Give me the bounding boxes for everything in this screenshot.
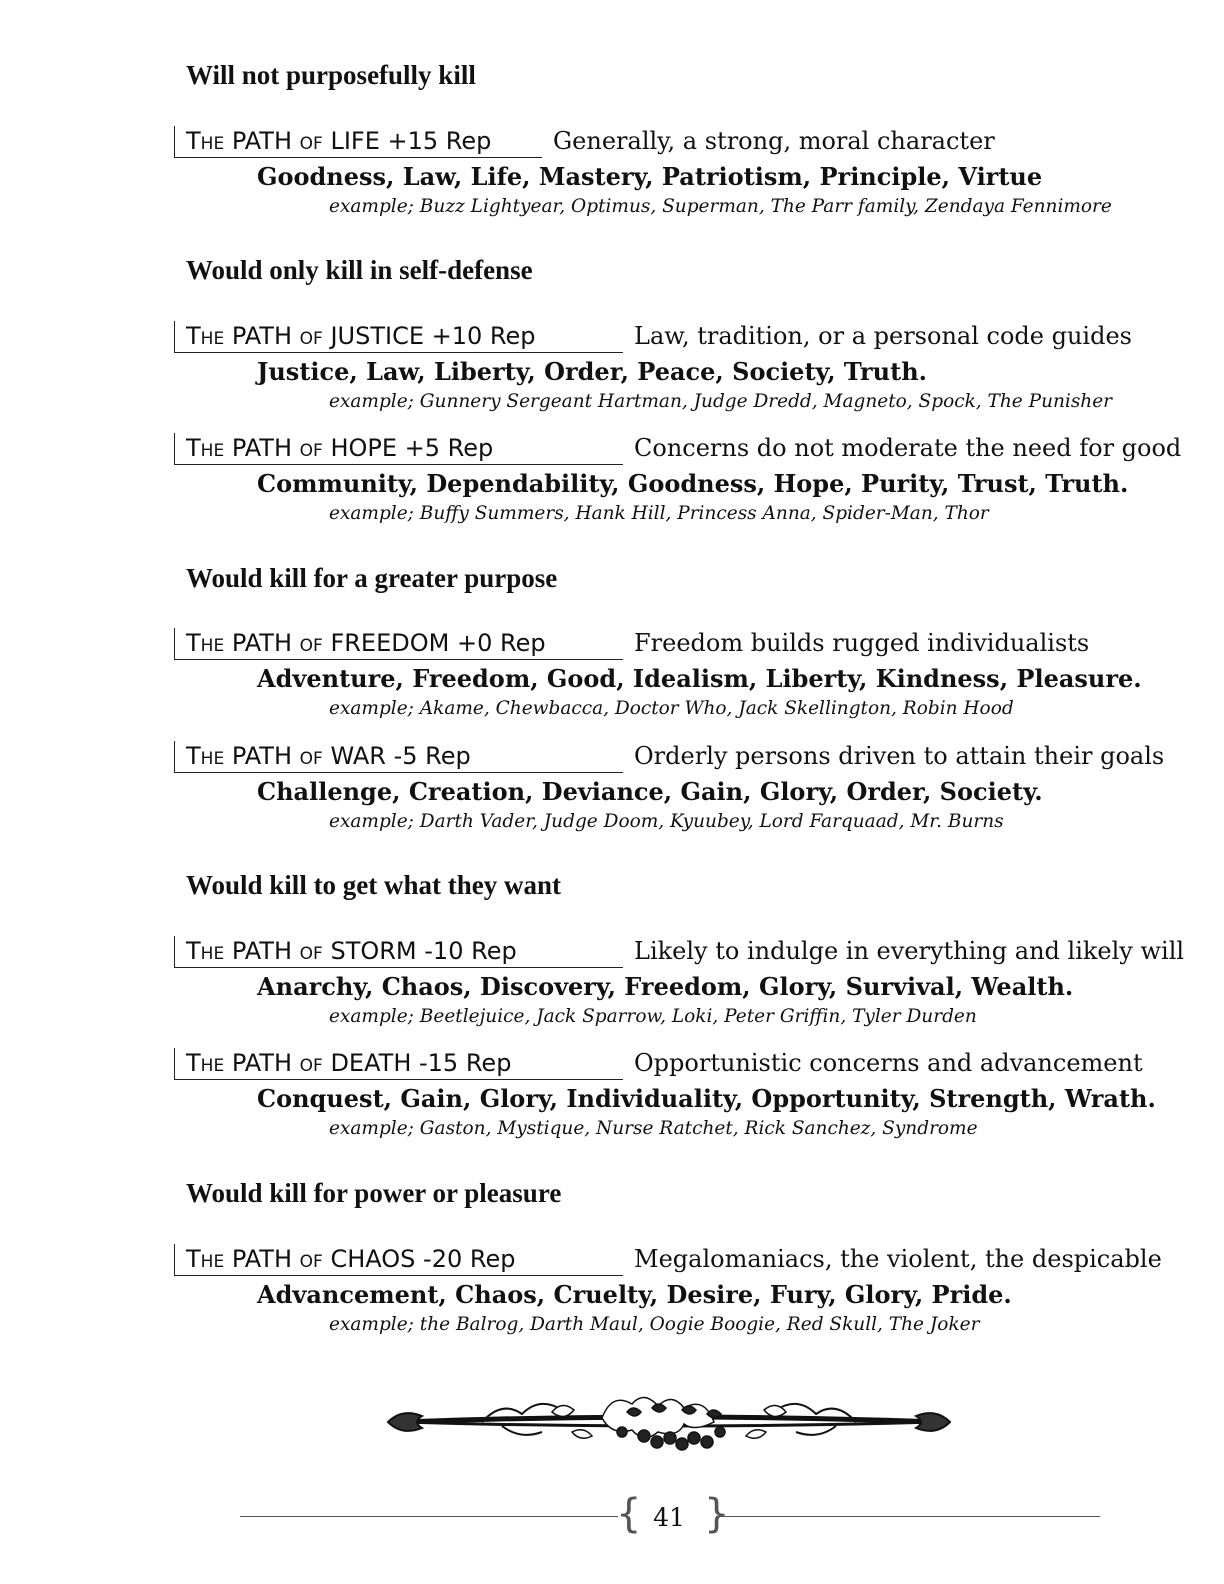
- path-freedom-virtues: Adventure, Freedom, Good, Idealism, Liberty, Kindness, Pleasure.: [257, 664, 1142, 693]
- path-rep: -5 Rep: [393, 742, 471, 770]
- path-storm-description: Likely to indulge in everything and likely will: [634, 937, 1185, 965]
- path-death-description: Opportunistic concerns and advancement: [634, 1049, 1143, 1077]
- section-heading-no-kill: Will not purposefully kill: [186, 60, 476, 90]
- path-rep: -20 Rep: [423, 1245, 516, 1273]
- vine-ornament-icon: [382, 1382, 956, 1462]
- path-prefix: The PATH of: [186, 1049, 323, 1077]
- footer-rule-left: [240, 1516, 618, 1517]
- path-war-virtues: Challenge, Creation, Deviance, Gain, Glory, Order, Society.: [257, 777, 1043, 806]
- path-name: FREEDOM: [330, 629, 450, 657]
- section-heading-greater-purpose: Would kill for a greater purpose: [186, 563, 558, 593]
- path-freedom-description: Freedom builds rugged individualists: [634, 629, 1090, 657]
- path-hope-description: Concerns do not moderate the need for good: [634, 434, 1182, 462]
- path-chaos-description: Megalomaniacs, the violent, the despicable: [634, 1245, 1162, 1273]
- path-name: WAR: [330, 742, 386, 770]
- path-chaos-title: [186, 1245, 515, 1273]
- path-name: CHAOS: [330, 1245, 416, 1273]
- path-rep: -10 Rep: [424, 937, 517, 965]
- section-heading-self-defense: Would only kill in self-defense: [186, 255, 533, 285]
- path-justice-description: Law, tradition, or a personal code guides: [634, 322, 1132, 350]
- path-rep: +15 Rep: [387, 127, 492, 155]
- path-prefix: The PATH of: [186, 742, 323, 770]
- path-rep: +0 Rep: [456, 629, 546, 657]
- path-death-virtues: Conquest, Gain, Glory, Individuality, Opportunity, Strength, Wrath.: [257, 1084, 1156, 1113]
- path-life-examples: example; Buzz Lightyear, Optimus, Superman, The Parr family, Zendaya Fennimore: [329, 196, 1112, 217]
- path-hope-title: [186, 434, 493, 462]
- page-number: 41: [653, 1503, 685, 1532]
- path-freedom-title: [186, 629, 546, 657]
- path-death-title: [186, 1049, 511, 1077]
- path-prefix: The PATH of: [186, 937, 323, 965]
- path-name: JUSTICE: [330, 322, 424, 350]
- path-rep: +5 Rep: [404, 434, 494, 462]
- path-death-examples: example; Gaston, Mystique, Nurse Ratchet, Rick Sanchez, Syndrome: [329, 1118, 978, 1139]
- section-heading-get-what-they-want: Would kill to get what they want: [186, 870, 562, 900]
- path-life-title: [186, 127, 491, 155]
- path-war-title: [186, 742, 471, 770]
- path-storm-title: [186, 937, 517, 965]
- path-war-examples: example; Darth Vader, Judge Doom, Kyuubey, Lord Farquaad, Mr. Burns: [329, 811, 1004, 832]
- path-name: HOPE: [330, 434, 398, 462]
- path-prefix: The PATH of: [186, 434, 323, 462]
- path-name: LIFE: [330, 127, 380, 155]
- path-name: STORM: [330, 937, 417, 965]
- section-heading-power-or-pleasure: Would kill for power or pleasure: [186, 1178, 562, 1208]
- path-justice-title: [186, 322, 536, 350]
- path-justice-examples: example; Gunnery Sergeant Hartman, Judge Dredd, Magneto, Spock, The Punisher: [329, 391, 1113, 412]
- path-storm-virtues: Anarchy, Chaos, Discovery, Freedom, Glory, Survival, Wealth.: [257, 972, 1074, 1001]
- path-prefix: The PATH of: [186, 1245, 323, 1273]
- path-war-description: Orderly persons driven to attain their goals: [634, 742, 1165, 770]
- path-rep: -15 Rep: [419, 1049, 512, 1077]
- path-storm-examples: example; Beetlejuice, Jack Sparrow, Loki, Peter Griffin, Tyler Durden: [329, 1006, 977, 1027]
- path-hope-examples: example; Buffy Summers, Hank Hill, Princess Anna, Spider-Man, Thor: [329, 503, 989, 524]
- path-life-virtues: Goodness, Law, Life, Mastery, Patriotism, Principle, Virtue: [257, 162, 1043, 191]
- path-chaos-examples: example; the Balrog, Darth Maul, Oogie Boogie, Red Skull, The Joker: [329, 1314, 980, 1335]
- path-chaos-virtues: Advancement, Chaos, Cruelty, Desire, Fury, Glory, Pride.: [257, 1280, 1012, 1309]
- footer-bracket-right-icon: }: [704, 1491, 730, 1537]
- footer-bracket-left-icon: {: [616, 1491, 642, 1537]
- path-hope-virtues: Community, Dependability, Goodness, Hope, Purity, Trust, Truth.: [257, 469, 1129, 498]
- path-prefix: The PATH of: [186, 127, 323, 155]
- path-freedom-examples: example; Akame, Chewbacca, Doctor Who, Jack Skellington, Robin Hood: [329, 698, 1014, 719]
- path-life-description: Generally, a strong, moral character: [553, 127, 995, 155]
- path-rep: +10 Rep: [431, 322, 536, 350]
- path-name: DEATH: [330, 1049, 412, 1077]
- path-prefix: The PATH of: [186, 629, 323, 657]
- path-justice-virtues: Justice, Law, Liberty, Order, Peace, Society, Truth.: [257, 357, 927, 386]
- footer-rule-right: [716, 1516, 1100, 1517]
- path-prefix: The PATH of: [186, 322, 323, 350]
